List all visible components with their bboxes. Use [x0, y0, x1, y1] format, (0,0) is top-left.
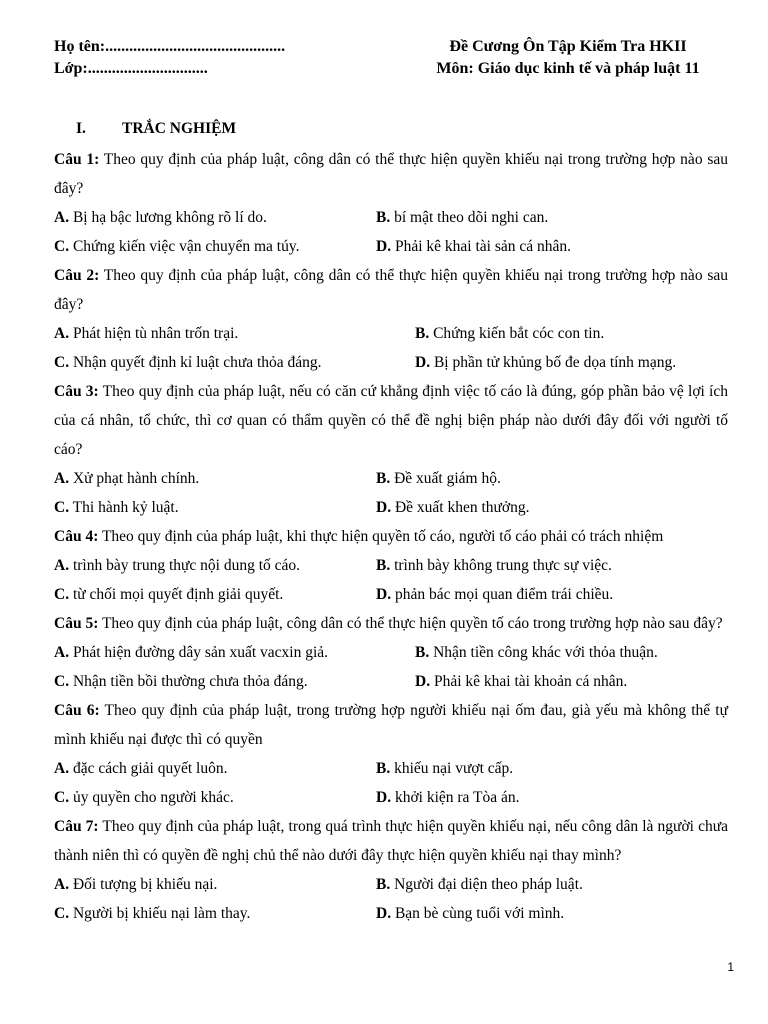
question-text: Theo quy định của pháp luật, trong quá trình thực hiện quyền khiếu nại, nếu công dân là người chưa thành niên thì có quyền đề nghị chủ thể nào dưới đây thực hiện quyền khiếu nại thay mình? — [54, 818, 728, 864]
option-c: C. Thi hành kỷ luật. — [54, 499, 179, 516]
name-line: Họ tên:............................................. — [54, 38, 286, 55]
option-row — [54, 464, 728, 493]
question-label: Câu 1: — [54, 151, 100, 168]
exam-subject: Môn: Giáo dục kinh tế và pháp luật 11 — [436, 60, 700, 77]
option-b: B. khiếu nại vượt cấp. — [376, 760, 514, 777]
option-b: B. trình bày không trung thực sự việc. — [376, 557, 612, 574]
question — [54, 261, 728, 319]
option-row — [54, 493, 728, 522]
option-b: B. bí mật theo dõi nghi can. — [376, 209, 549, 226]
option-a: A. trình bày trung thực nội dung tố cáo. — [54, 557, 301, 574]
option-d: D. khởi kiện ra Tòa án. — [376, 789, 520, 806]
option-c: C. Chứng kiến việc vận chuyển ma túy. — [54, 238, 300, 255]
question — [54, 696, 728, 754]
exam-heading — [418, 36, 718, 80]
section-title: TRẮC NGHIỆM — [122, 120, 237, 137]
class-line: Lớp:.............................. — [54, 60, 208, 77]
option-row — [54, 232, 728, 261]
page-number: 1 — [727, 960, 734, 974]
question-list — [54, 145, 728, 928]
option-a: A. Bị hạ bậc lương không rõ lí do. — [54, 209, 267, 226]
question-text: Theo quy định của pháp luật, trong trường hợp người khiếu nại ốm đau, già yếu mà không thể tự mình khiếu nại được thì có quyền — [54, 702, 728, 748]
option-b: B. Người đại diện theo pháp luật. — [376, 876, 583, 893]
question-label: Câu 6: — [54, 702, 100, 719]
option-d: D. Đề xuất khen thưởng. — [376, 499, 530, 516]
question-text: Theo quy định của pháp luật, công dân có thể thực hiện quyền tố cáo trong trường hợp nào sau đây? — [98, 615, 723, 632]
student-info — [54, 36, 285, 80]
option-d: D. Bạn bè cùng tuổi với mình. — [376, 905, 565, 922]
option-row — [54, 551, 728, 580]
option-b: B. Đề xuất giám hộ. — [376, 470, 501, 487]
option-row — [54, 783, 728, 812]
question-label: Câu 3: — [54, 383, 99, 400]
option-d: D. Bị phần tử khủng bố đe dọa tính mạng. — [415, 354, 677, 371]
option-c: C. Người bị khiếu nại làm thay. — [54, 905, 251, 922]
question — [54, 522, 728, 551]
option-c: C. Nhận quyết định kỉ luật chưa thỏa đáng. — [54, 354, 322, 371]
option-row — [54, 899, 728, 928]
question-text: Theo quy định của pháp luật, khi thực hiện quyền tố cáo, người tố cáo phải có trách nhiệm — [98, 528, 664, 545]
question — [54, 145, 728, 203]
option-c: C. ủy quyền cho người khác. — [54, 789, 234, 806]
option-d: D. Phải kê khai tài khoản cá nhân. — [415, 673, 628, 690]
question-text: Theo quy định của pháp luật, công dân có thể thực hiện quyền khiếu nại trong trường hợp nào sau đây? — [54, 151, 728, 197]
option-a: A. Đối tượng bị khiếu nại. — [54, 876, 218, 893]
option-c: C. Nhận tiền bồi thường chưa thỏa đáng. — [54, 673, 308, 690]
option-row — [54, 348, 728, 377]
option-a: A. Phát hiện đường dây sản xuất vacxin giả. — [54, 644, 329, 661]
option-a: A. đặc cách giải quyết luôn. — [54, 760, 228, 777]
question-label: Câu 7: — [54, 818, 99, 835]
option-c: C. từ chối mọi quyết định giải quyết. — [54, 586, 284, 603]
section-heading — [76, 120, 236, 138]
option-d: D. Phải kê khai tài sản cá nhân. — [376, 238, 571, 255]
option-row — [54, 203, 728, 232]
question — [54, 377, 728, 464]
question — [54, 812, 728, 870]
section-number: I. — [76, 120, 86, 137]
question-text: Theo quy định của pháp luật, nếu có căn cứ khẳng định việc tố cáo là đúng, góp phần bảo vệ lợi ích của cá nhân, tổ chức, thì cơ quan có thẩm quyền có thể đề nghị biện pháp nào dưới đây đối với người tố cáo? — [54, 383, 728, 458]
option-a: A. Phát hiện tù nhân trốn trại. — [54, 325, 239, 342]
question-label: Câu 5: — [54, 615, 99, 632]
question — [54, 609, 728, 638]
option-row — [54, 667, 728, 696]
question-text: Theo quy định của pháp luật, công dân có thể thực hiện quyền khiếu nại trong trường hợp nào sau đây? — [54, 267, 728, 313]
option-a: A. Xử phạt hành chính. — [54, 470, 200, 487]
option-row — [54, 638, 728, 667]
question-label: Câu 2: — [54, 267, 100, 284]
option-row — [54, 870, 728, 899]
option-row — [54, 754, 728, 783]
option-b: B. Nhận tiền công khác với thỏa thuận. — [415, 644, 658, 661]
question-label: Câu 4: — [54, 528, 99, 545]
exam-title: Đề Cương Ôn Tập Kiểm Tra HKII — [449, 38, 687, 55]
option-row — [54, 319, 728, 348]
option-b: B. Chứng kiến bắt cóc con tin. — [415, 325, 605, 342]
option-row — [54, 580, 728, 609]
option-d: D. phản bác mọi quan điểm trái chiều. — [376, 586, 614, 603]
